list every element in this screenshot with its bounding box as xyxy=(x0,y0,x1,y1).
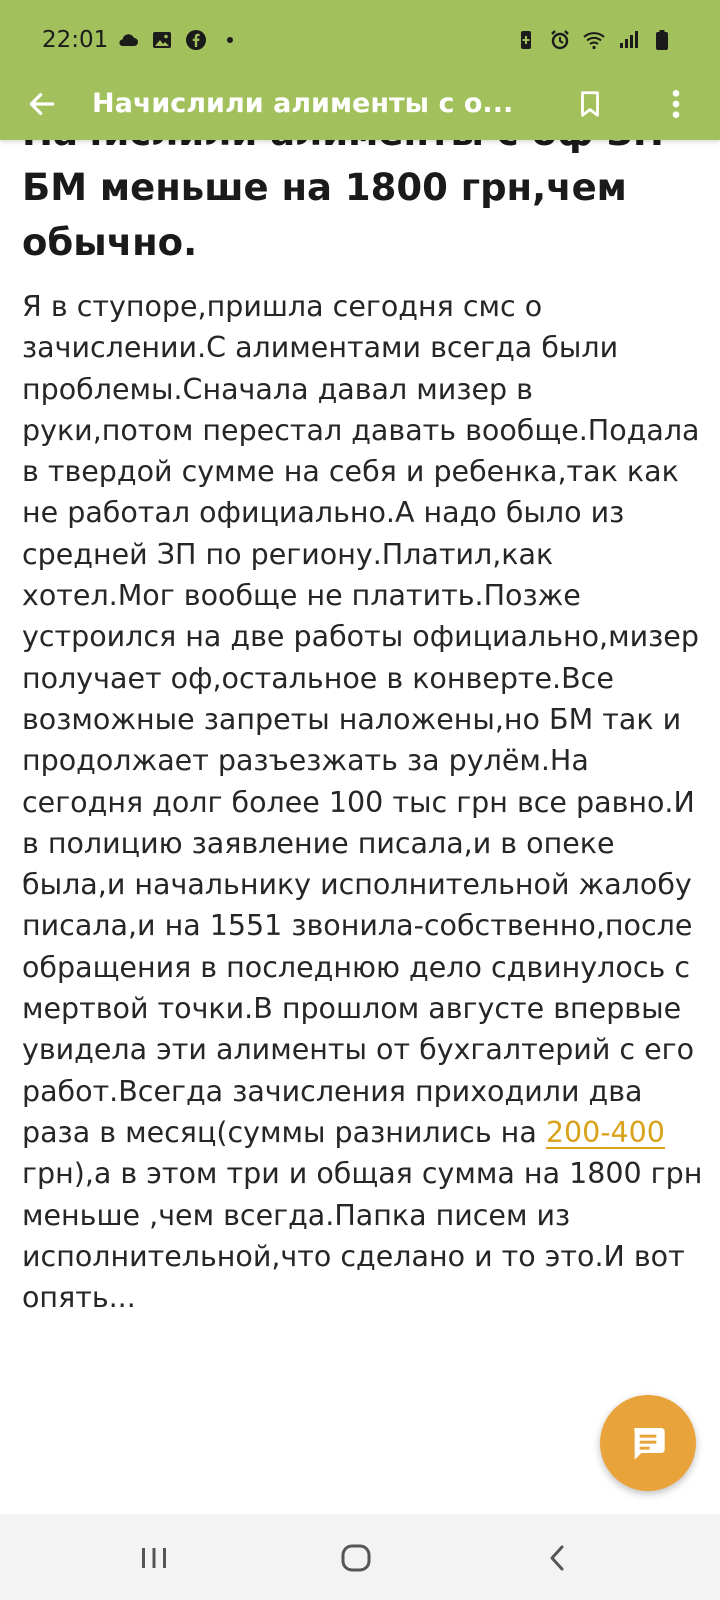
bookmark-button[interactable] xyxy=(570,84,610,124)
home-button[interactable] xyxy=(332,1534,380,1582)
battery-icon xyxy=(650,28,674,52)
article-body-text: грн),а в этом три и общая сумма на 1800 грн меньше ,чем всегда.Папка писем из исполнительной,что сделано и то это.И вот опять... xyxy=(22,1157,703,1315)
back-icon xyxy=(543,1542,573,1574)
battery-saver-icon xyxy=(514,28,538,52)
toolbar xyxy=(0,80,720,140)
comments-fab-button[interactable] xyxy=(600,1395,696,1491)
recent-apps-button[interactable] xyxy=(130,1534,178,1582)
article-title-line: обычно. xyxy=(22,221,198,264)
article-body xyxy=(22,286,712,1318)
article-title-line: БМ меньше на 1800 грн,чем xyxy=(22,166,627,209)
back-button[interactable] xyxy=(22,84,62,124)
article xyxy=(22,105,712,1318)
dot-icon xyxy=(218,28,242,52)
more-vertical-icon xyxy=(670,88,682,120)
status-bar xyxy=(0,0,720,80)
cloud-icon xyxy=(116,28,140,52)
app-header xyxy=(0,0,720,140)
status-left-icons xyxy=(116,28,242,52)
facebook-icon xyxy=(184,28,208,52)
home-icon xyxy=(339,1541,373,1575)
inline-link[interactable]: 200-400 xyxy=(545,1115,665,1149)
alarm-icon xyxy=(548,28,572,52)
bookmark-icon xyxy=(575,87,605,121)
system-back-button[interactable] xyxy=(534,1534,582,1582)
recent-apps-icon xyxy=(137,1543,171,1573)
more-options-button[interactable] xyxy=(656,84,696,124)
article-body-text: Я в ступоре,пришла сегодня смс о зачислении.С алиментами всегда были проблемы.Сначала давал мизер в руки,потом перестал давать вообще.Подала в твердой сумме на себя и ребенка,так как не работал официально.А надо было из средней ЗП по региону.Платил,как хотел.Мог вообще не платить.Позже устроился на две работы официально,мизер получает оф,остальное в конверте.Все возможные запреты наложены,но БМ так и продолжает разъезжать за рулём.На сегодня долг более 100 тыс грн все равно.И в полицию заявление писала,и в опеке была,и начальнику исполнительной жалобу писала,и на 1551 звонила-собственно,после обращения в последнюю дело сдвинулось с мертвой точки.В прошлом августе впервые увидела эти алименты от бухгалтерий с его работ.Всегда зачисления приходили два раза в месяц(суммы разнились на xyxy=(22,290,700,1149)
chat-icon xyxy=(628,1423,668,1463)
status-time: 22:01 xyxy=(42,27,109,53)
signal-icon xyxy=(616,28,640,52)
system-navigation-bar xyxy=(0,1514,720,1600)
wifi-icon xyxy=(582,28,606,52)
status-right-icons xyxy=(514,28,674,52)
arrow-left-icon xyxy=(26,88,58,120)
page-title: Начислили алименты с о... xyxy=(92,88,514,119)
image-icon xyxy=(150,28,174,52)
